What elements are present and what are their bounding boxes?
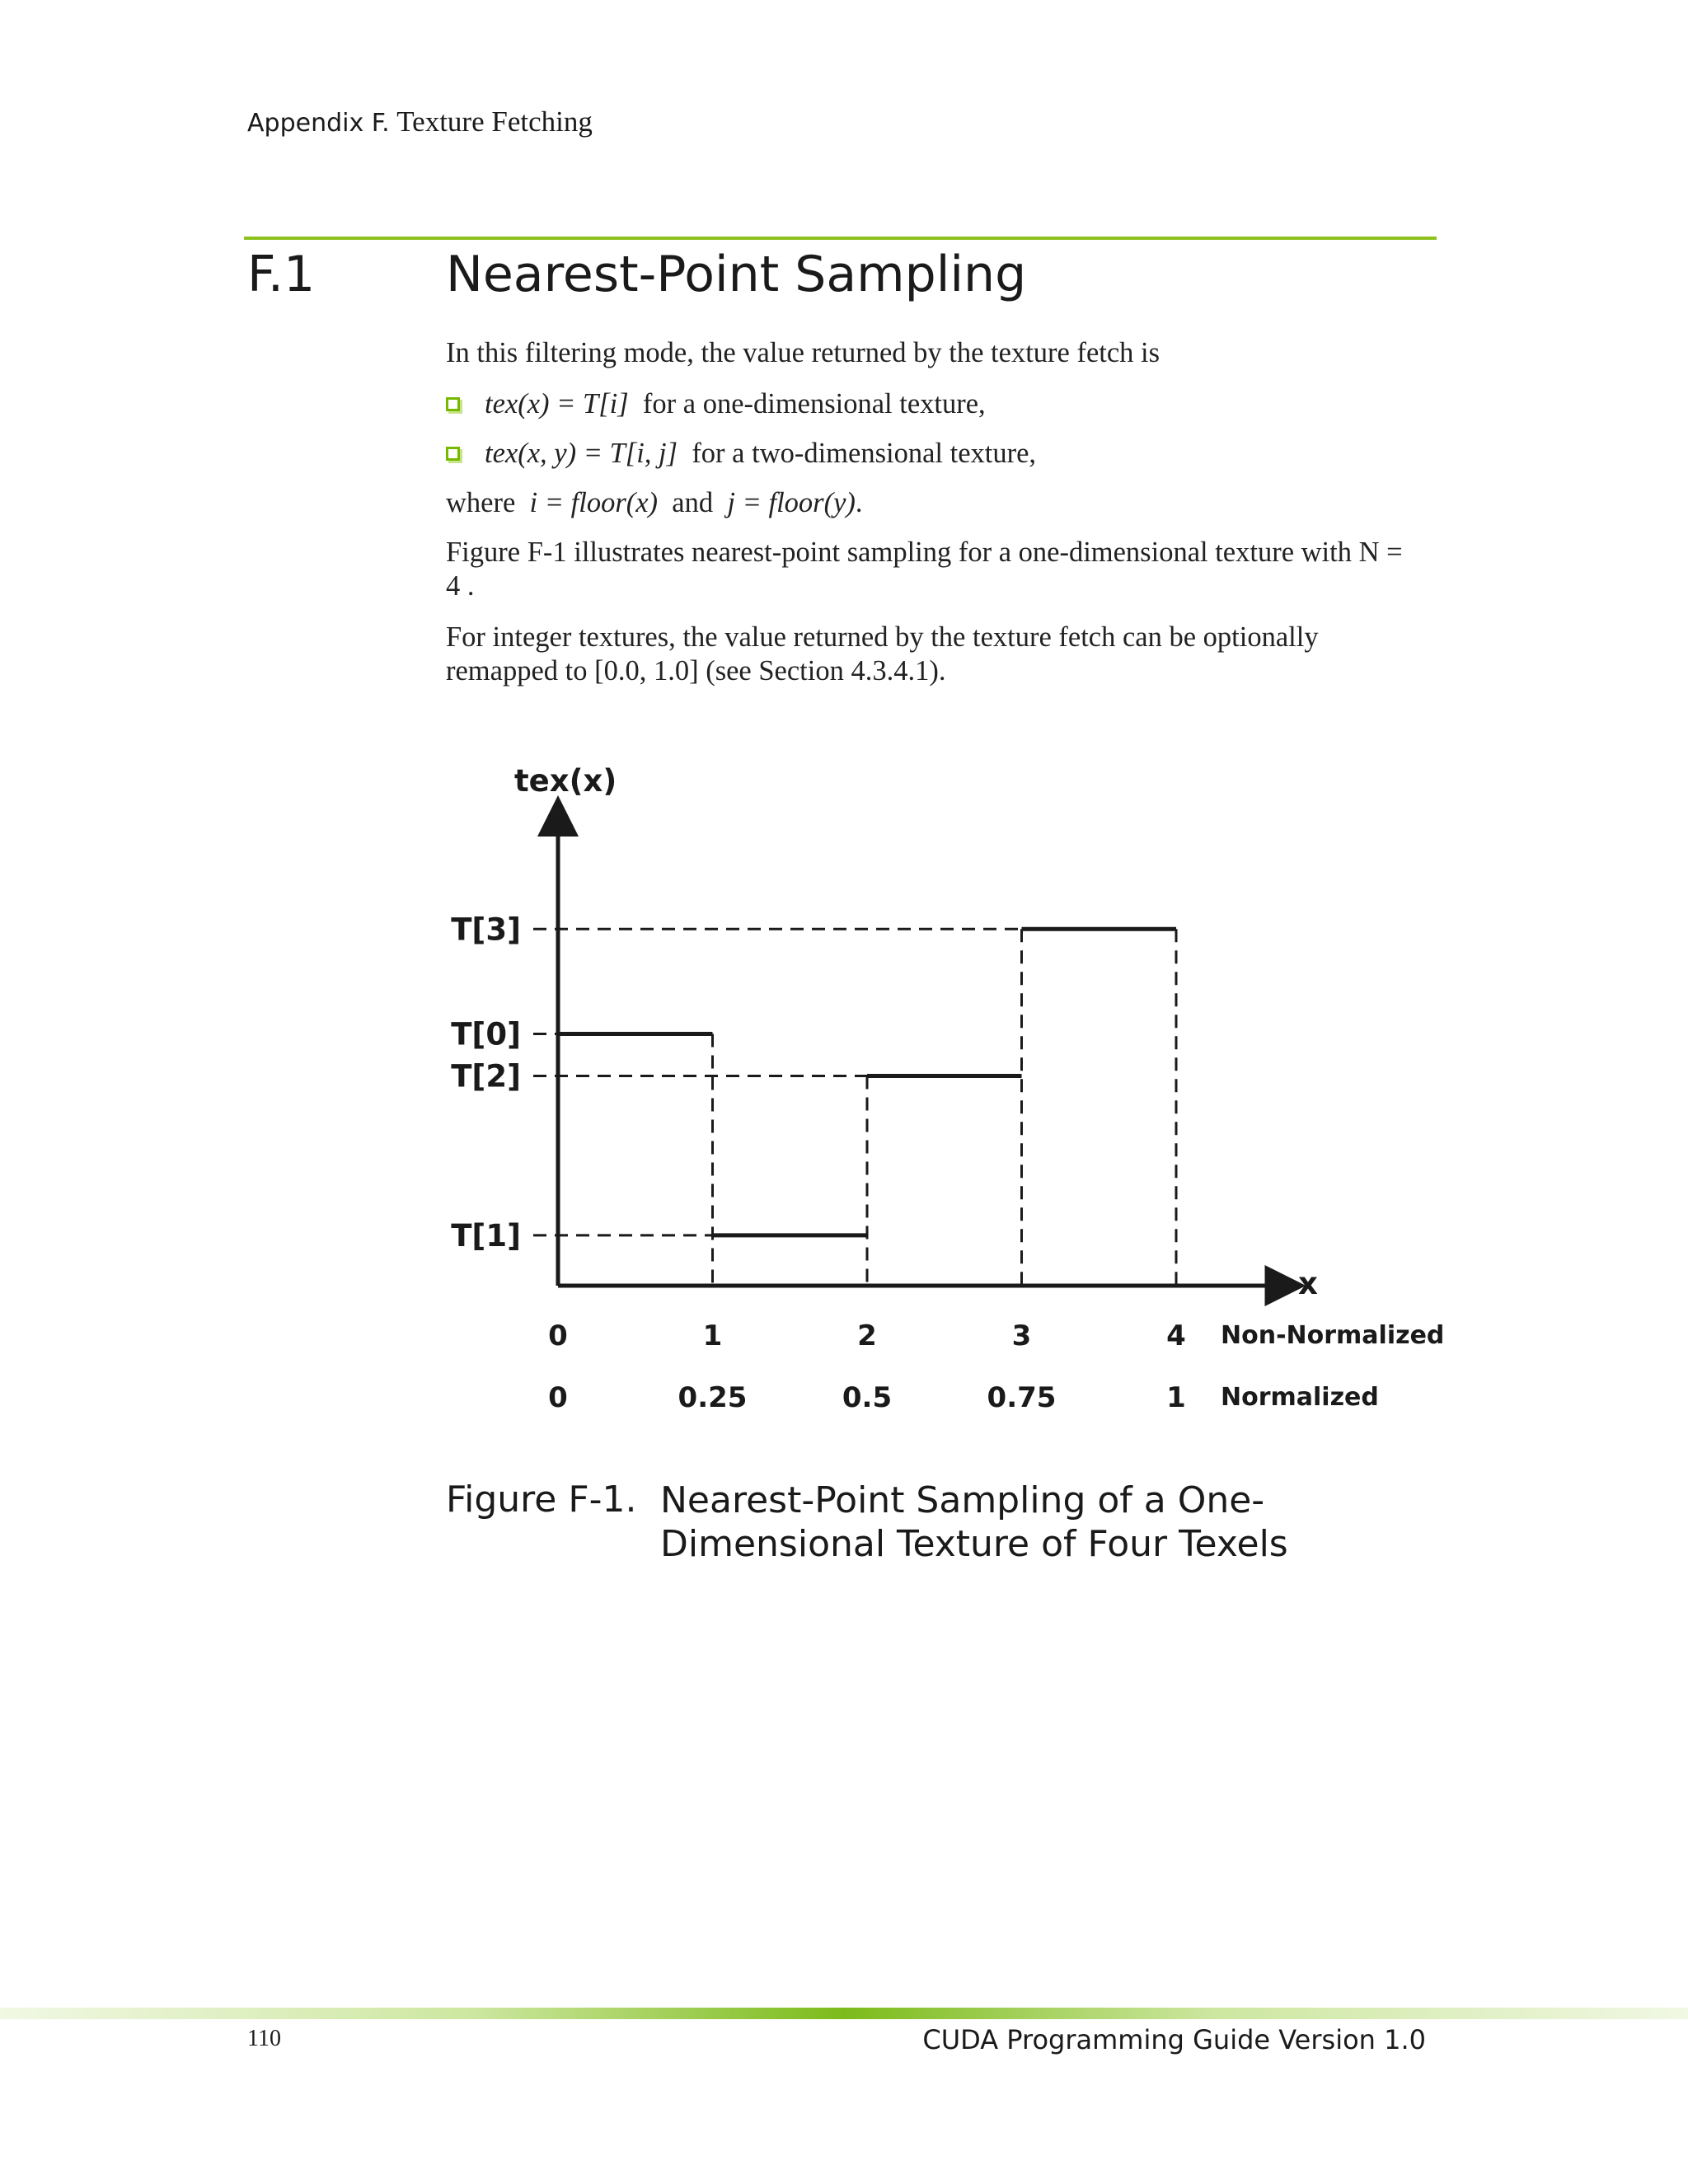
- footer-bar: [0, 2008, 1688, 2019]
- x-axis-label: x: [1298, 1266, 1318, 1301]
- figure-caption-label: Figure F-1.: [446, 1479, 637, 1521]
- where-prefix: where: [446, 487, 516, 518]
- figure-caption-text: Nearest-Point Sampling of a One-Dimensional Texture of Four Texels: [660, 1479, 1288, 1565]
- y-tick-label-3: T[3]: [451, 912, 521, 948]
- x-tick-label-1: 1: [702, 1319, 723, 1352]
- where-suffix: .: [855, 487, 863, 518]
- integer-texture-paragraph: For integer textures, the value returned by the texture fetch can be optionally remapped to [0.0, 1.0] (see Section 4.3.4.1).: [446, 621, 1319, 687]
- figure-reference-paragraph: Figure F-1 illustrates nearest-point sampling for a one-dimensional texture with N = 4 .: [446, 537, 1403, 602]
- bullet-text: for a one-dimensional texture,: [642, 388, 986, 419]
- where-conj: and: [672, 487, 714, 518]
- x-tick-normalized-label-4: 1: [1166, 1381, 1186, 1414]
- x-tick-normalized-label-2: 0.5: [842, 1381, 893, 1414]
- x-tick-label-0: 0: [548, 1319, 568, 1352]
- x-tick-normalized-label-0: 0: [548, 1381, 568, 1414]
- x-tick-normalized-label-1: 0.25: [678, 1381, 748, 1414]
- x-tick-labels: [548, 1319, 1186, 1414]
- x-tick-label-4: 4: [1166, 1319, 1186, 1352]
- y-tick-label-2: T[2]: [451, 1058, 521, 1094]
- bullet-formula: tex(x) = T[i]: [485, 388, 629, 419]
- intro-paragraph: In this filtering mode, the value returned by the texture fetch is: [446, 337, 1160, 368]
- formula-i: i = floor(x): [529, 487, 659, 518]
- header-title: Texture Fetching: [396, 105, 593, 138]
- x-tick-label-3: 3: [1011, 1319, 1032, 1352]
- chart-guides: [533, 929, 1176, 1286]
- section-title: Nearest-Point Sampling: [446, 246, 1027, 303]
- header-label: Appendix F.: [247, 109, 390, 138]
- y-tick-label-0: T[0]: [451, 1016, 521, 1052]
- y-tick-label-1: T[1]: [451, 1217, 521, 1254]
- x-row-label-normalized: Normalized: [1221, 1383, 1379, 1412]
- y-axis-label: tex(x): [514, 763, 617, 799]
- page-number: 110: [247, 2026, 281, 2051]
- y-tick-labels: [451, 912, 521, 1254]
- bullet-text: for a two-dimensional texture,: [692, 438, 1037, 469]
- footer-doc-title: CUDA Programming Guide Version 1.0: [922, 2024, 1426, 2055]
- section-number: F.1: [247, 246, 316, 303]
- x-tick-normalized-label-3: 0.75: [987, 1381, 1057, 1414]
- bullet-formula: tex(x, y) = T[i, j]: [485, 438, 678, 469]
- x-row-label-non-normalized: Non-Normalized: [1221, 1321, 1445, 1350]
- x-tick-label-2: 2: [857, 1319, 877, 1352]
- formula-j: j = floor(y): [727, 487, 856, 518]
